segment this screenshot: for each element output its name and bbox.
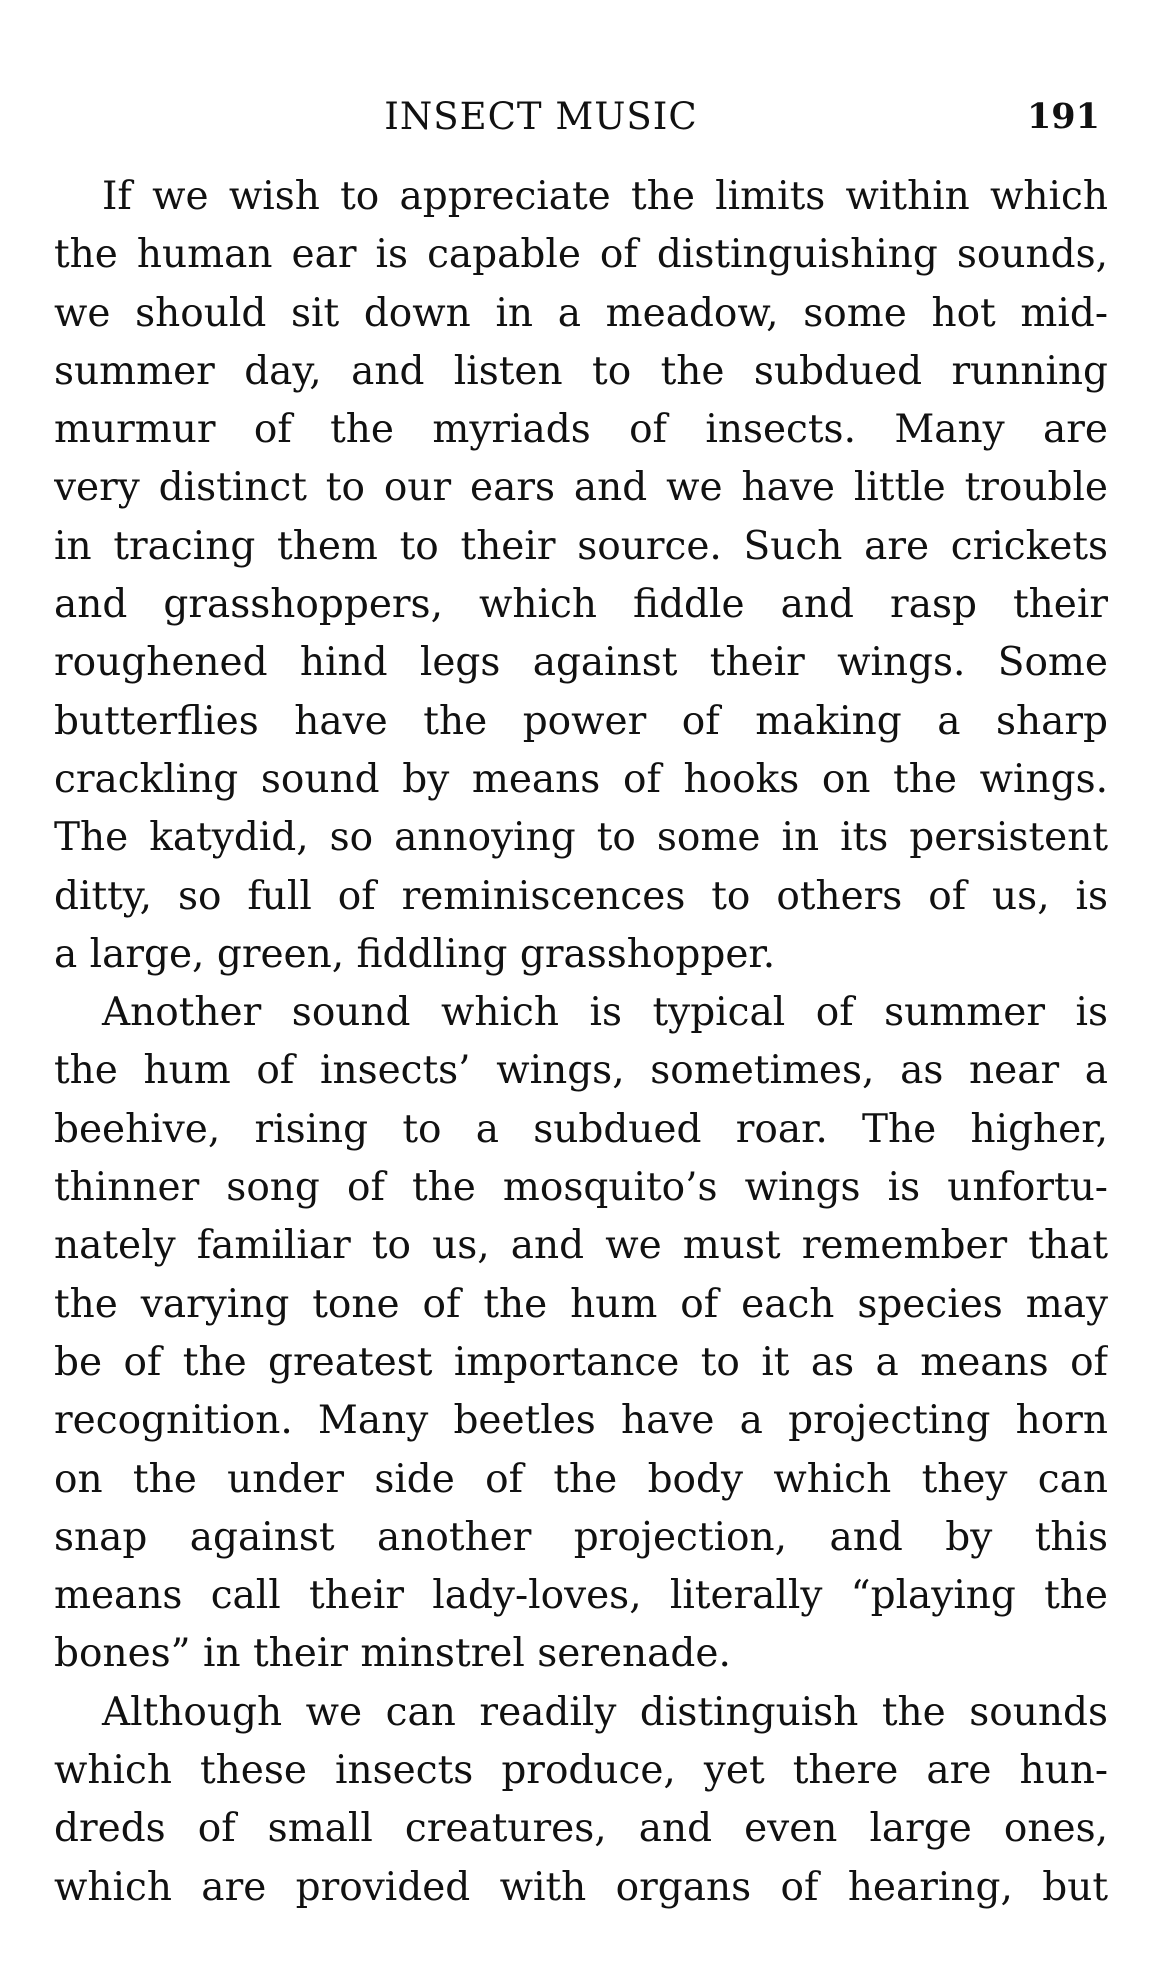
text-line: the hum of insects’ wings, sometimes, as near a [54,1048,1108,1094]
text-line: thinner song of the mosquito’s wings is unfortu- [54,1165,1108,1211]
paragraph [54,1684,1108,1917]
text-line: dreds of small creatures, and even large ones, [54,1806,1108,1852]
text-line: bones” in their minstrel serenade. [54,1631,731,1677]
text-line: in tracing them to their source. Such are crickets [54,523,1108,569]
text-line: crackling sound by means of hooks on the wings. [54,756,1108,802]
text-line: If we wish to appreciate the limits within which [102,174,1108,219]
text-line: which these insects produce, yet there are hun- [54,1748,1108,1794]
text-line: murmur of the myriads of insects. Many are [54,407,1108,453]
text-line: snap against another projection, and by this [54,1514,1108,1560]
paragraph [54,984,1108,1684]
body-text [54,168,1108,1917]
text-line: be of the greatest importance to it as a means of [54,1339,1108,1385]
text-line: ditty, so full of reminiscences to others of us, is [54,873,1108,919]
text-line: roughened hind legs against their wings. Some [54,640,1108,686]
text-line: The katydid, so annoying to some in its persistent [54,815,1108,861]
paragraph [54,168,1108,984]
running-head [54,92,1108,142]
text-line: the human ear is capable of distinguishing sounds, [54,232,1108,278]
text-line: Although we can readily distinguish the sounds [102,1689,1108,1735]
text-line: we should sit down in a meadow, some hot mid- [54,290,1108,336]
text-line: means call their lady-loves, literally “playing the [54,1573,1108,1619]
text-line: and grasshoppers, which fiddle and rasp their [54,582,1108,628]
text-line: nately familiar to us, and we must remember that [54,1223,1108,1269]
text-line: which are provided with organs of hearing, but [54,1864,1108,1910]
text-line: recognition. Many beetles have a projecting horn [54,1398,1108,1444]
text-line: on the under side of the body which they can [54,1456,1108,1502]
text-line: very distinct to our ears and we have little trouble [54,465,1108,511]
text-line: summer day, and listen to the subdued running [54,348,1108,394]
running-title: INSECT MUSIC [384,95,698,138]
text-line: beehive, rising to a subdued roar. The higher, [54,1106,1108,1152]
text-line: the varying tone of the hum of each species may [54,1281,1108,1327]
text-line: butterflies have the power of making a sharp [54,698,1108,744]
text-line: a large, green, fiddling grasshopper. [54,931,776,977]
page-number: 191 [1026,96,1100,137]
text-line: Another sound which is typical of summer is [102,990,1108,1036]
